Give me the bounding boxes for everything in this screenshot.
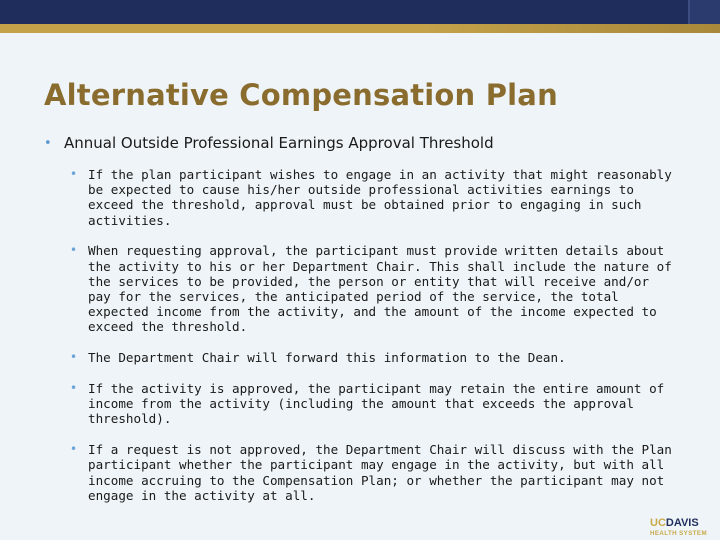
logo-subtitle: HEALTH SYSTEM: [650, 530, 707, 537]
sub-bullet-text: The Department Chair will forward this information to the Dean.: [88, 350, 566, 366]
sub-bullet-item: [70, 381, 675, 427]
sub-bullet-item: [70, 442, 675, 503]
sub-bullet-text: If the plan participant wishes to engage in an activity that might reasonably be expected to cause his/her outside professional activities earnings to exceed the threshold, approval must be obtained prior to engaging in such activities.: [88, 167, 672, 228]
bullet-icon: •: [70, 243, 78, 258]
bullet-icon: •: [70, 167, 78, 181]
bullet-icon: •: [44, 136, 52, 151]
slide-title: Alternative Compensation Plan: [44, 78, 558, 112]
bullet-icon: •: [70, 350, 78, 365]
sub-bullet-list: [70, 167, 675, 519]
header-bar-corner: [688, 0, 720, 24]
sub-bullet-text: If a request is not approved, the Department Chair will discuss with the Plan participant whether the participant may engage in the activity, but with all income accruing to the Compensation Plan; or whether the participant may not engage in the activity at all.: [88, 442, 672, 503]
sub-bullet-text: When requesting approval, the participant must provide written details about the activity to his or her Department Chair. This shall include the nature of the services to be provided, the person or entity that will receive and/or pay for the services, the anticipated period of the service, the total expected income from the activity, and the amount of the income expected to exceed the threshold.: [88, 243, 672, 335]
sub-bullet-text: If the activity is approved, the participant may retain the entire amount of income from the activity (including the amount that exceeds the approval threshold).: [88, 381, 665, 427]
header-bar: [0, 0, 720, 24]
logo-uc-text: UC: [650, 517, 666, 529]
sub-bullet-item: [70, 167, 675, 228]
main-bullet: [44, 134, 684, 152]
main-bullet-text: Annual Outside Professional Earnings Approval Threshold: [64, 134, 494, 152]
header-gold-rule: [0, 24, 720, 33]
bullet-icon: •: [70, 381, 78, 396]
uc-davis-health-logo: [650, 513, 710, 536]
sub-bullet-item: [70, 243, 675, 334]
sub-bullet-item: [70, 350, 675, 365]
bullet-icon: •: [70, 442, 78, 457]
logo-davis-text: DAVIS: [665, 517, 699, 529]
